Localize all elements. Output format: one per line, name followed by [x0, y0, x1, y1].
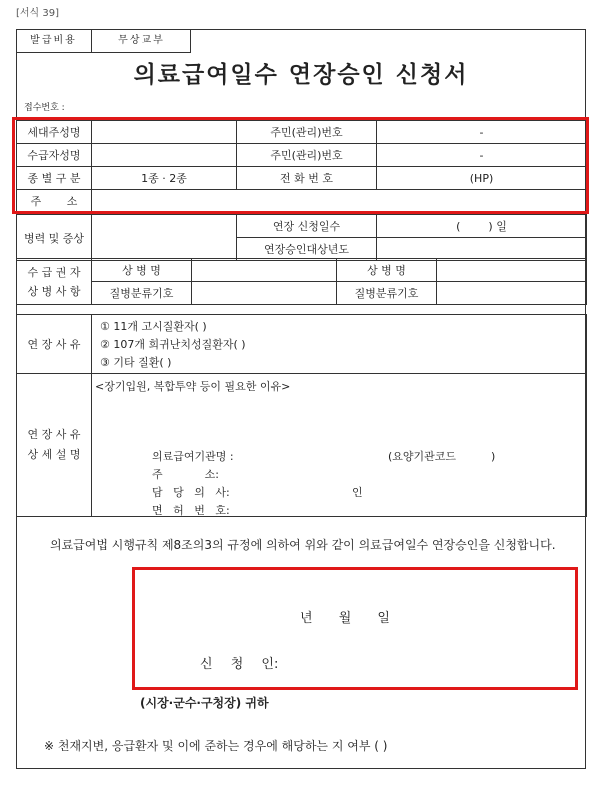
addressee: (시장·군수·구청장) 귀하 — [140, 696, 269, 710]
disease-code-field-1[interactable] — [192, 282, 337, 305]
extension-days-label: 연장 신청일수 — [237, 215, 377, 238]
institution-info — [152, 448, 234, 520]
address-label: 주 소 — [17, 190, 92, 213]
fee-label: 발급비용 — [16, 29, 92, 53]
disease-name-label-2: 상 병 명 — [337, 259, 437, 282]
footnote: ※ 천재지변, 응급환자 및 이에 준하는 경우에 해당하는 지 여부 ( ) — [44, 739, 388, 753]
form-number: [서식 39] — [16, 8, 60, 19]
disease-table — [16, 258, 587, 305]
highlight-signature — [132, 567, 578, 690]
institution-address-label: 주 소: — [152, 468, 219, 481]
recipient-name-label: 수급자성명 — [17, 144, 92, 167]
type-label: 종 별 구 분 — [17, 167, 92, 190]
institution-code-label: (요양기관코드 ) — [388, 450, 496, 463]
disease-code-field-2[interactable] — [437, 282, 587, 305]
history-table — [16, 214, 587, 261]
phone-field[interactable]: (HP) — [377, 167, 587, 190]
recipient-resident-number-label: 주민(관리)번호 — [237, 144, 377, 167]
date-line[interactable]: 년 월 일 — [300, 611, 392, 626]
recipient-resident-number-field[interactable]: - — [377, 144, 587, 167]
detail-label — [17, 374, 92, 517]
disease-label — [17, 259, 92, 305]
resident-number-field[interactable]: - — [377, 121, 587, 144]
target-year-label: 연장승인대상년도 — [237, 238, 377, 261]
history-label: 병력 및 증상 — [17, 215, 92, 261]
license-label: 면 허 번 호: — [152, 504, 230, 517]
reason-option-3[interactable]: ③ 기타 질환( ) — [100, 356, 172, 369]
fee-value: 무상교부 — [118, 35, 165, 46]
type-field[interactable]: 1종 · 2종 — [92, 167, 237, 190]
extension-days-field[interactable]: ( ) 일 — [377, 215, 587, 238]
highlight-applicant-info — [12, 117, 589, 214]
disease-name-field-2[interactable] — [437, 259, 587, 282]
reason-option-1[interactable]: ① 11개 고시질환자( ) — [100, 320, 207, 333]
disease-name-label-1: 상 병 명 — [92, 259, 192, 282]
reason-options — [100, 318, 246, 372]
disease-label-line2: 상 병 사 항 — [27, 284, 81, 298]
disease-code-label-1: 질병분류기호 — [92, 282, 192, 305]
doctor-label: 담 당 의 사: — [152, 486, 230, 499]
detail-note: <장기입원, 복합투약 등이 필요한 이유> — [95, 380, 291, 393]
disease-code-label-2: 질병분류기호 — [337, 282, 437, 305]
resident-number-label: 주민(관리)번호 — [237, 121, 377, 144]
statement-text: 의료급여법 시행규칙 제8조의3의 규정에 의하여 위와 같이 의료급여일수 연장승인을 신청합니다. — [50, 538, 556, 552]
seal-mark: 인 — [352, 486, 363, 499]
receipt-number-label: 접수번호 : — [24, 103, 65, 113]
page-title: 의료급여일수 연장승인 신청서 — [133, 61, 469, 88]
detail-label-line1: 연 장 사 유 — [27, 428, 81, 441]
reason-option-2[interactable]: ② 107개 희귀난치성질환자( ) — [100, 338, 246, 351]
reason-label: 연 장 사 유 — [17, 315, 92, 374]
institution-name-label: 의료급여기관명 : — [152, 450, 234, 463]
household-head-label: 세대주성명 — [17, 121, 92, 144]
applicant-line[interactable]: 신 청 인: — [200, 657, 279, 672]
disease-name-field-1[interactable] — [192, 259, 337, 282]
phone-label: 전 화 번 호 — [237, 167, 377, 190]
detail-label-line2: 상 세 설 명 — [27, 448, 81, 461]
disease-label-line1: 수 급 권 자 — [27, 265, 81, 279]
history-field[interactable] — [92, 215, 237, 261]
